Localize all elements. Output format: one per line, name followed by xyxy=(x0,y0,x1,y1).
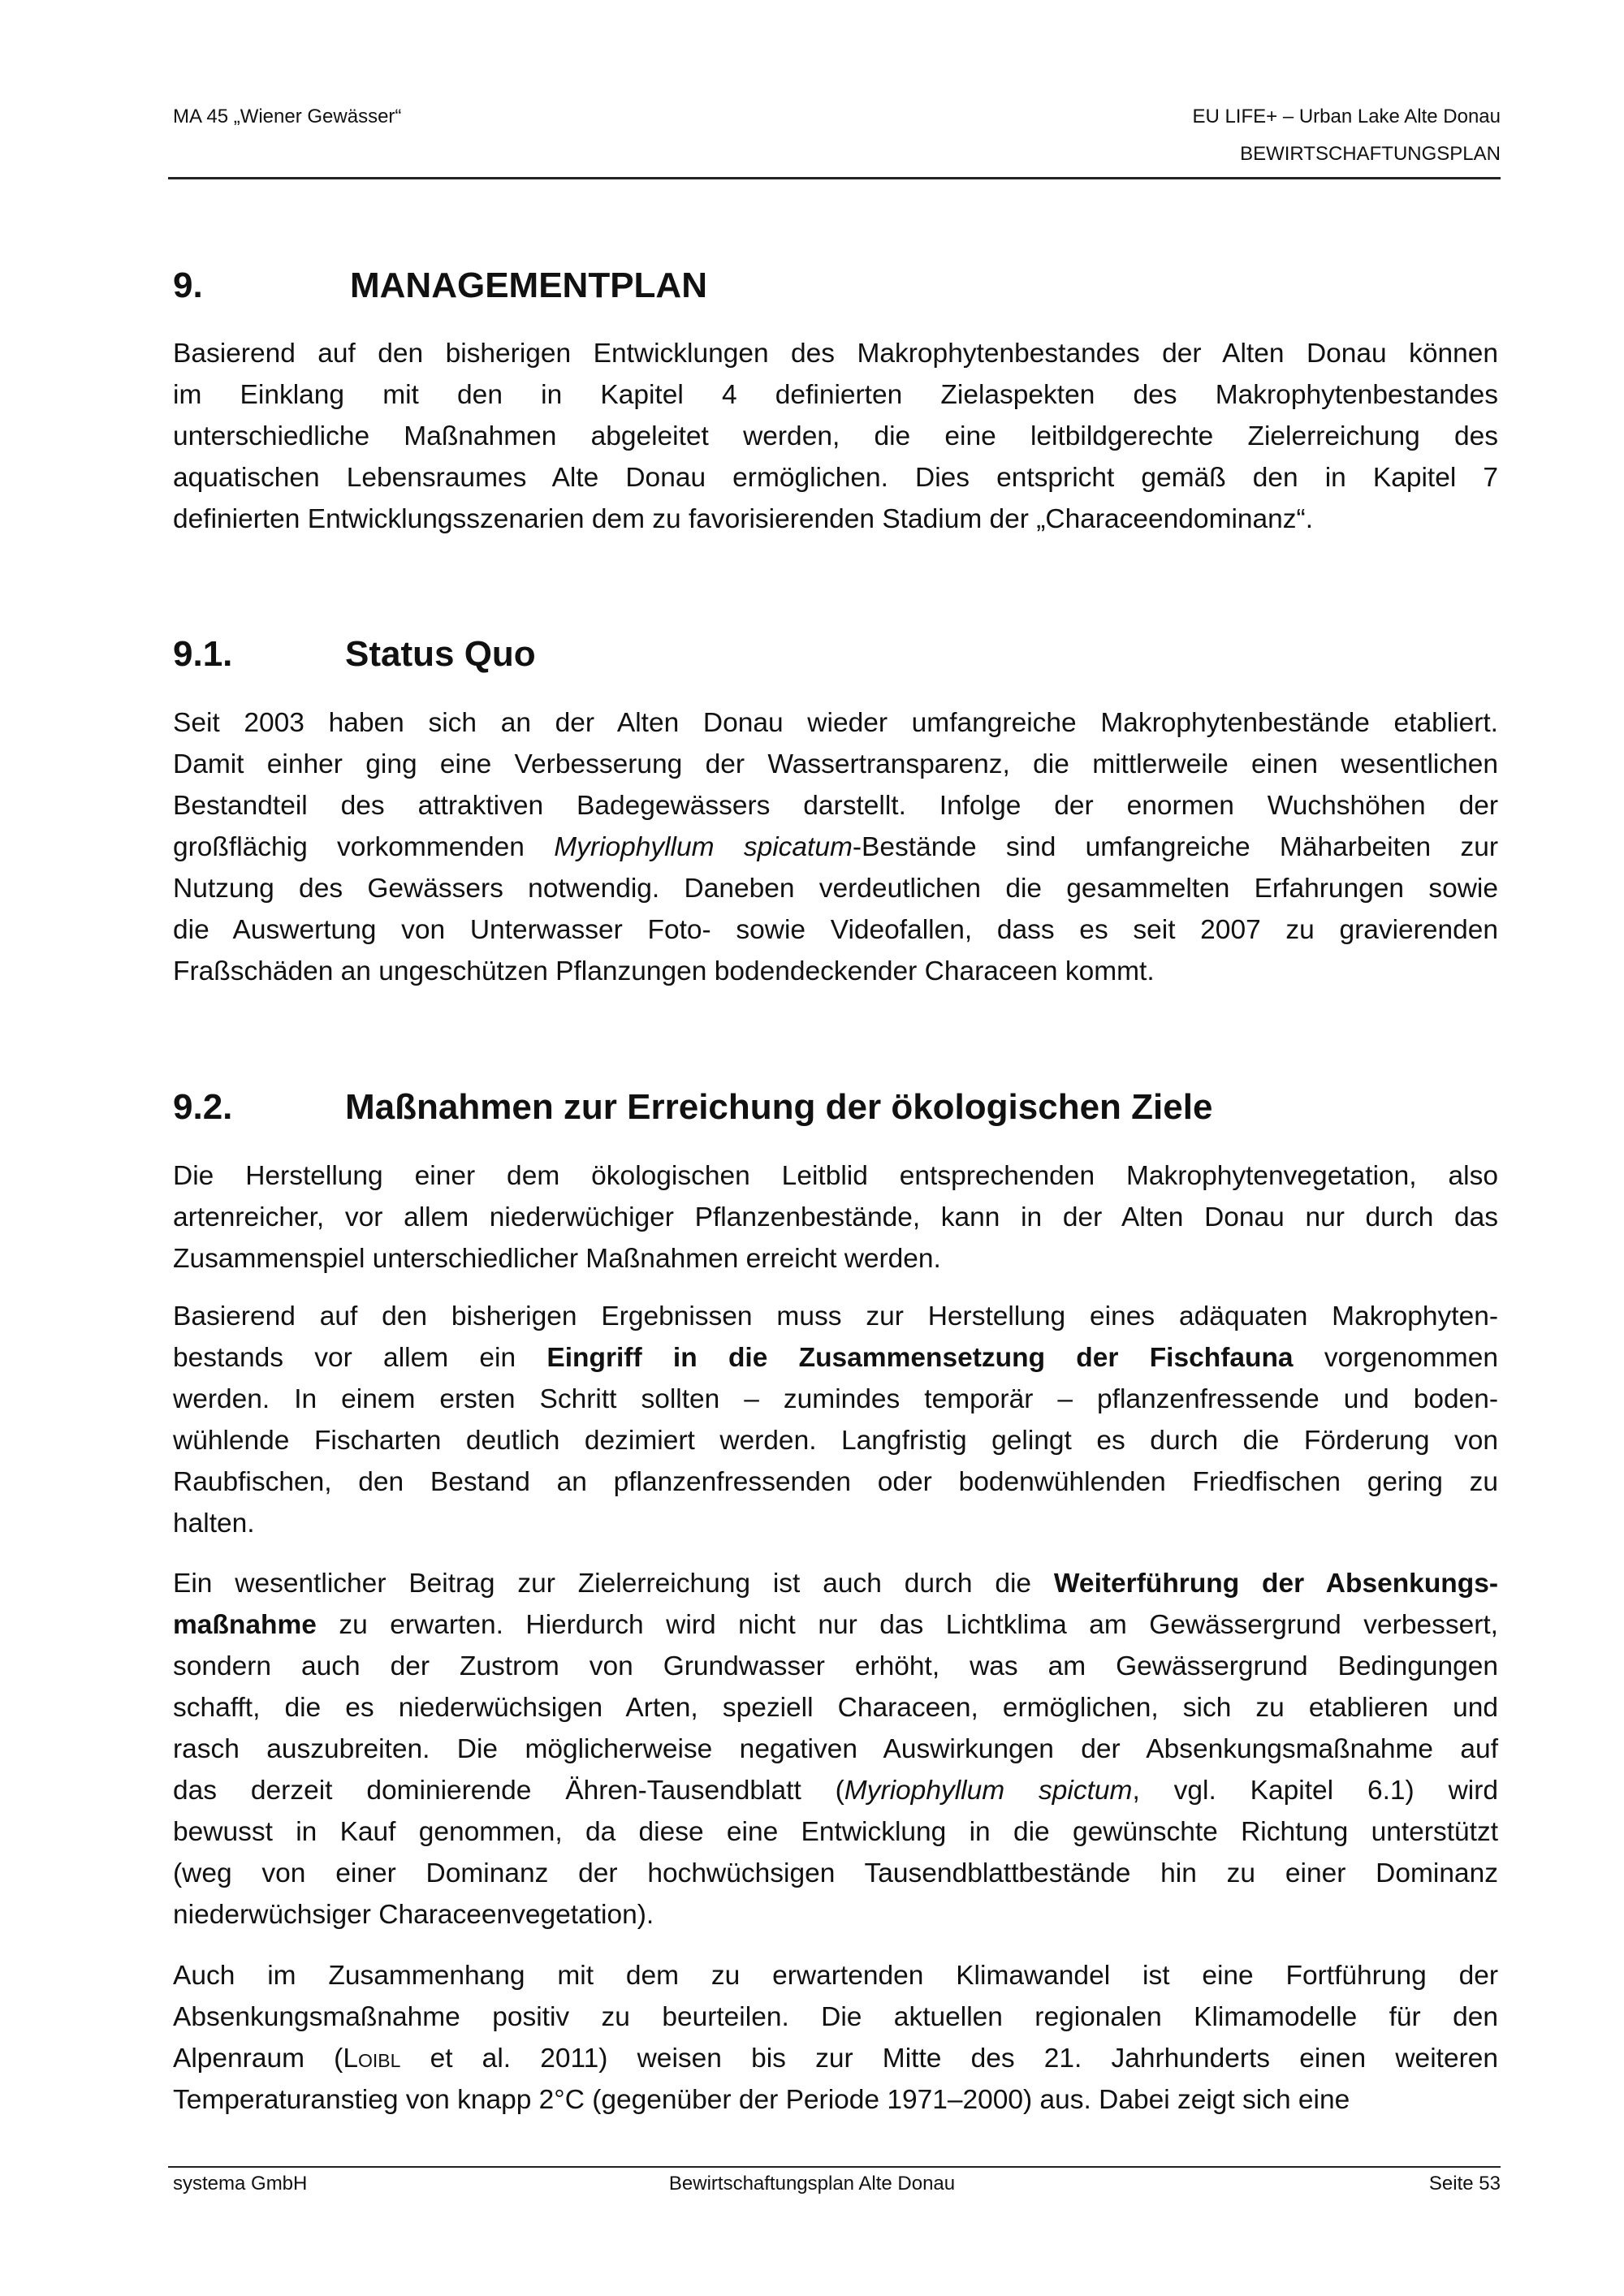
text-line xyxy=(173,1894,1498,1936)
text-line xyxy=(173,1238,1498,1280)
text-line xyxy=(173,1197,1498,1238)
text-segment: Seit 2003 haben sich an der Alten Donau wieder umfangreiche Makrophytenbestände etabliert. xyxy=(173,708,1498,738)
text-segment: Raubfischen, den Bestand an pflanzenfressenden oder bodenwühlenden Friedfischen gering zu xyxy=(173,1467,1498,1497)
text-line xyxy=(173,416,1498,457)
header-organization: MA 45 „Wiener Gewässer“ xyxy=(173,106,402,127)
footer-rule xyxy=(168,2166,1501,2168)
text-segment: werden. In einem ersten Schritt sollten – zumindes temporär – pflanzenfressende und boden- xyxy=(173,1384,1498,1414)
heading-title: Status Quo xyxy=(345,634,536,674)
heading-number: 9. xyxy=(173,265,203,305)
text-segment: Die Herstellung einer dem ökologischen Leitblid entsprechenden Makrophytenvegetation, also xyxy=(173,1161,1498,1191)
text-line xyxy=(173,1646,1498,1687)
bold-text: maßnahme xyxy=(173,1610,317,1640)
text-line xyxy=(173,1853,1498,1894)
author-name: Loibl xyxy=(343,2044,401,2074)
heading-number: 9.1. xyxy=(173,634,233,674)
text-segment: sondern auch der Zustrom von Grundwasser erhöht, was am Gewässergrund Bedingungen xyxy=(173,1651,1498,1681)
text-segment: (weg von einer Dominanz der hochwüchsigen Tausendblattbestände hin zu einer Dominanz xyxy=(173,1858,1498,1888)
text-segment: Absenkungsmaßnahme positiv zu beurteilen. Die aktuellen regionalen Klimamodelle für den xyxy=(173,2002,1498,2032)
footer-document-title: Bewirtschaftungsplan Alte Donau xyxy=(668,2173,956,2195)
text-segment: Basierend auf den bisherigen Ergebnissen muss zur Herstellung eines adäquaten Makrophyten- xyxy=(173,1301,1498,1331)
text-line xyxy=(173,1563,1498,1604)
text-segment: niederwüchsiger Characeenvegetation). xyxy=(173,1900,654,1930)
text-segment: großflächig vorkommenden xyxy=(173,832,555,862)
text-line xyxy=(173,744,1498,785)
paragraph xyxy=(173,1563,1498,1936)
text-line xyxy=(173,1337,1498,1379)
text-line xyxy=(173,909,1498,951)
text-line xyxy=(173,1996,1498,2038)
text-line xyxy=(173,1687,1498,1728)
header-rule xyxy=(168,177,1501,179)
heading-title: Maßnahmen zur Erreichung der ökologischen Ziele xyxy=(345,1087,1213,1127)
text-segment: , vgl. Kapitel 6.1) wird xyxy=(1132,1776,1499,1806)
text-segment: die Auswertung von Unterwasser Foto- sowie Videofallen, dass es seit 2007 zu gravierenden xyxy=(173,915,1498,945)
paragraph xyxy=(173,1296,1498,1544)
text-line xyxy=(173,2038,1498,2079)
bold-text: Weiterführung der Absenkungs- xyxy=(1053,1569,1498,1599)
heading-title: MANAGEMENTPLAN xyxy=(350,265,707,305)
text-segment: bestands vor allem ein xyxy=(173,1343,547,1373)
paragraph xyxy=(173,1955,1498,2121)
text-segment: schafft, die es niederwüchsigen Arten, speziell Characeen, ermöglichen, sich zu etablieren und xyxy=(173,1693,1498,1723)
text-line xyxy=(173,1379,1498,1420)
italic-text: Myriophyllum spicatum xyxy=(554,832,853,862)
text-segment: Auch im Zusammenhang mit dem zu erwartenden Klimawandel ist eine Fortführung der xyxy=(173,1961,1498,1991)
text-line xyxy=(173,1420,1498,1461)
text-segment: Zusammenspiel unterschiedlicher Maßnahmen erreicht werden. xyxy=(173,1244,941,1274)
text-segment: wühlende Fischarten deutlich dezimiert werden. Langfristig gelingt es durch die Förderung von xyxy=(173,1426,1498,1456)
text-line xyxy=(173,1811,1498,1853)
text-line xyxy=(173,951,1498,992)
italic-text: Myriophyllum spictum xyxy=(844,1776,1133,1806)
paragraph xyxy=(173,333,1498,540)
text-segment: vorgenommen xyxy=(1293,1343,1498,1373)
header-project: EU LIFE+ – Urban Lake Alte Donau xyxy=(1192,106,1501,127)
text-segment: das derzeit dominierende Ähren-Tausendblatt ( xyxy=(173,1776,844,1806)
text-line xyxy=(173,1296,1498,1337)
text-line xyxy=(173,1770,1498,1811)
text-segment: aquatischen Lebensraumes Alte Donau ermöglichen. Dies entspricht gemäß den in Kapitel 7 xyxy=(173,463,1498,493)
header-document-type: BEWIRTSCHAFTUNGSPLAN xyxy=(1240,143,1501,165)
text-segment: et al. 2011) weisen bis zur Mitte des 21. Jahrhunderts einen weiteren xyxy=(400,2044,1498,2074)
text-segment: unterschiedliche Maßnahmen abgeleitet werden, die eine leitbildgerechte Zielerreichung des xyxy=(173,421,1498,451)
text-line xyxy=(173,2079,1498,2121)
footer-page-number: Seite 53 xyxy=(1428,2173,1501,2195)
bold-text: Eingriff in die Zusammensetzung der Fischfauna xyxy=(546,1343,1294,1373)
text-segment: Bestandteil des attraktiven Badegewässers darstellt. Infolge der enormen Wuchshöhen der xyxy=(173,791,1498,821)
text-segment: Ein wesentlicher Beitrag zur Zielerreichung ist auch durch die xyxy=(173,1569,1054,1599)
text-line xyxy=(173,702,1498,744)
text-line xyxy=(173,1503,1498,1544)
text-segment: rasch auszubreiten. Die möglicherweise negativen Auswirkungen der Absenkungsmaßnahme auf xyxy=(173,1734,1498,1764)
text-line xyxy=(173,1461,1498,1503)
text-line xyxy=(173,1155,1498,1197)
text-segment: Fraßschäden an ungeschützen Pflanzungen bodendeckender Characeen kommt. xyxy=(173,956,1155,986)
text-line xyxy=(173,785,1498,826)
text-segment: Basierend auf den bisherigen Entwicklungen des Makrophytenbestandes der Alten Donau können xyxy=(173,339,1498,369)
text-line xyxy=(173,1728,1498,1770)
text-line xyxy=(173,457,1498,498)
paragraph xyxy=(173,1155,1498,1280)
text-segment: -Bestände sind umfangreiche Mäharbeiten zur xyxy=(852,832,1498,862)
paragraph xyxy=(173,702,1498,992)
text-line xyxy=(173,1604,1498,1646)
text-segment: Damit einher ging eine Verbesserung der Wassertransparenz, die mittlerweile einen wesentlichen xyxy=(173,749,1498,779)
text-segment: artenreicher, vor allem niederwüchiger Pflanzenbestände, kann in der Alten Donau nur durch das xyxy=(173,1202,1498,1232)
text-line xyxy=(173,826,1498,868)
text-line xyxy=(173,498,1498,540)
heading-number: 9.2. xyxy=(173,1087,233,1127)
text-segment: zu erwarten. Hierdurch wird nicht nur das Lichtklima am Gewässergrund verbessert, xyxy=(316,1610,1498,1640)
footer-company: systema GmbH xyxy=(173,2173,308,2195)
text-segment: bewusst in Kauf genommen, da diese eine Entwicklung in die gewünschte Richtung unterstützt xyxy=(173,1817,1498,1847)
text-segment: Temperaturanstieg von knapp 2°C (gegenüber der Periode 1971–2000) aus. Dabei zeigt sich eine xyxy=(173,2085,1350,2115)
text-segment: Alpenraum ( xyxy=(173,2044,343,2074)
text-line xyxy=(173,1955,1498,1996)
text-segment: halten. xyxy=(173,1508,255,1539)
text-segment: definierten Entwicklungsszenarien dem zu favorisierenden Stadium der „Characeendominanz“. xyxy=(173,504,1314,534)
text-line xyxy=(173,374,1498,416)
text-line xyxy=(173,333,1498,374)
text-line xyxy=(173,868,1498,909)
text-segment: im Einklang mit den in Kapitel 4 definierten Zielaspekten des Makrophytenbestandes xyxy=(173,380,1498,410)
text-segment: Nutzung des Gewässers notwendig. Daneben verdeutlichen die gesammelten Erfahrungen sowie xyxy=(173,874,1498,904)
